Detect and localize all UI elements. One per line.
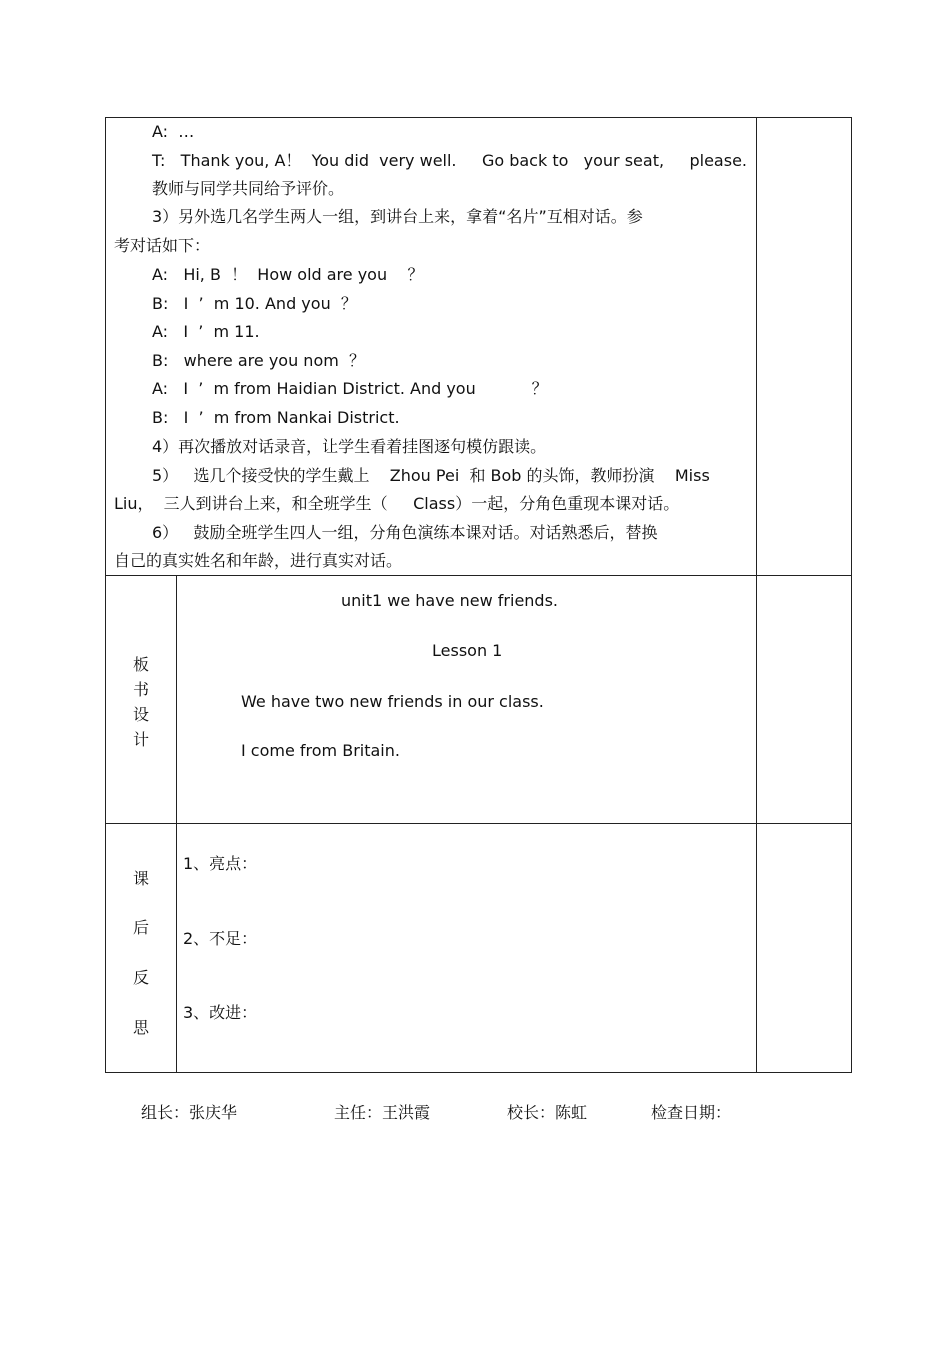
board-title: unit1 we have new friends. xyxy=(341,591,558,610)
board-label-char: 书 xyxy=(132,680,149,699)
board-label-cell xyxy=(106,576,177,824)
reflection-label-char: 反 xyxy=(132,968,149,987)
footer-principal: 校长：陈虹 xyxy=(507,1103,588,1122)
process-line: Liu， 三人到讲台上来，和全班学生（ Class）一起，分角色重现本课对话。 xyxy=(114,494,680,513)
process-line: 教师与同学共同给予评价。 xyxy=(152,179,345,198)
board-label-char: 设 xyxy=(132,705,149,724)
reflection-label-cell xyxy=(106,824,177,1073)
reflection-label-char: 思 xyxy=(132,1018,149,1037)
reflection-row xyxy=(106,824,852,1073)
process-line: A: … xyxy=(152,122,195,141)
footer-check-date: 检查日期： xyxy=(651,1103,732,1122)
reflection-shortcomings: 2、不足： xyxy=(183,929,258,948)
process-line: T: Thank you, A！ You did very well. Go back to your seat, please. xyxy=(152,151,747,170)
board-row xyxy=(106,576,852,824)
dialogue-line: B: I ’ m 10. And you ？ xyxy=(152,294,357,313)
process-line: 4）再次播放对话录音，让学生看着挂图逐句模仿跟读。 xyxy=(152,437,547,456)
process-line: 3）另外选几名学生两人一组，到讲台上来，拿着“名片”互相对话。参 xyxy=(152,207,643,226)
reflection-content-cell xyxy=(177,824,757,1073)
notes-cell xyxy=(757,824,852,1073)
footer-leader: 组长：张庆华 xyxy=(141,1103,238,1122)
board-label-char: 板 xyxy=(132,655,149,674)
footer-director: 主任：王洪霞 xyxy=(334,1103,431,1122)
board-line: I come from Britain. xyxy=(241,741,400,760)
process-line: 6） 鼓励全班学生四人一组，分角色演练本课对话。对话熟悉后，替换 xyxy=(152,523,658,542)
process-row xyxy=(106,118,852,576)
dialogue-line: A: I ’ m 11. xyxy=(152,322,260,341)
process-line: 5） 选几个接受快的学生戴上 Zhou Pei 和 Bob 的头饰，教师扮演 Miss xyxy=(152,466,710,485)
process-line: 考对话如下： xyxy=(114,236,211,255)
notes-cell xyxy=(757,118,852,576)
lesson-plan-table xyxy=(105,117,852,1073)
dialogue-line: A: Hi, B ！ How old are you ？ xyxy=(152,265,424,284)
reflection-improvements: 3、改进： xyxy=(183,1003,258,1022)
board-content-cell xyxy=(177,576,757,824)
board-label-char: 计 xyxy=(132,730,149,749)
dialogue-line: A: I ’ m from Haidian District. And you ？ xyxy=(152,379,548,398)
process-cell xyxy=(106,118,757,576)
reflection-highlights: 1、亮点： xyxy=(183,854,258,873)
dialogue-line: B: where are you nom ？ xyxy=(152,351,365,370)
notes-cell xyxy=(757,576,852,824)
dialogue-line: B: I ’ m from Nankai District. xyxy=(152,408,400,427)
reflection-label-char: 课 xyxy=(132,869,149,888)
process-line: 自己的真实姓名和年龄，进行真实对话。 xyxy=(114,551,403,570)
board-lesson: Lesson 1 xyxy=(432,641,503,660)
board-line: We have two new friends in our class. xyxy=(241,692,544,711)
reflection-label-char: 后 xyxy=(132,918,149,937)
